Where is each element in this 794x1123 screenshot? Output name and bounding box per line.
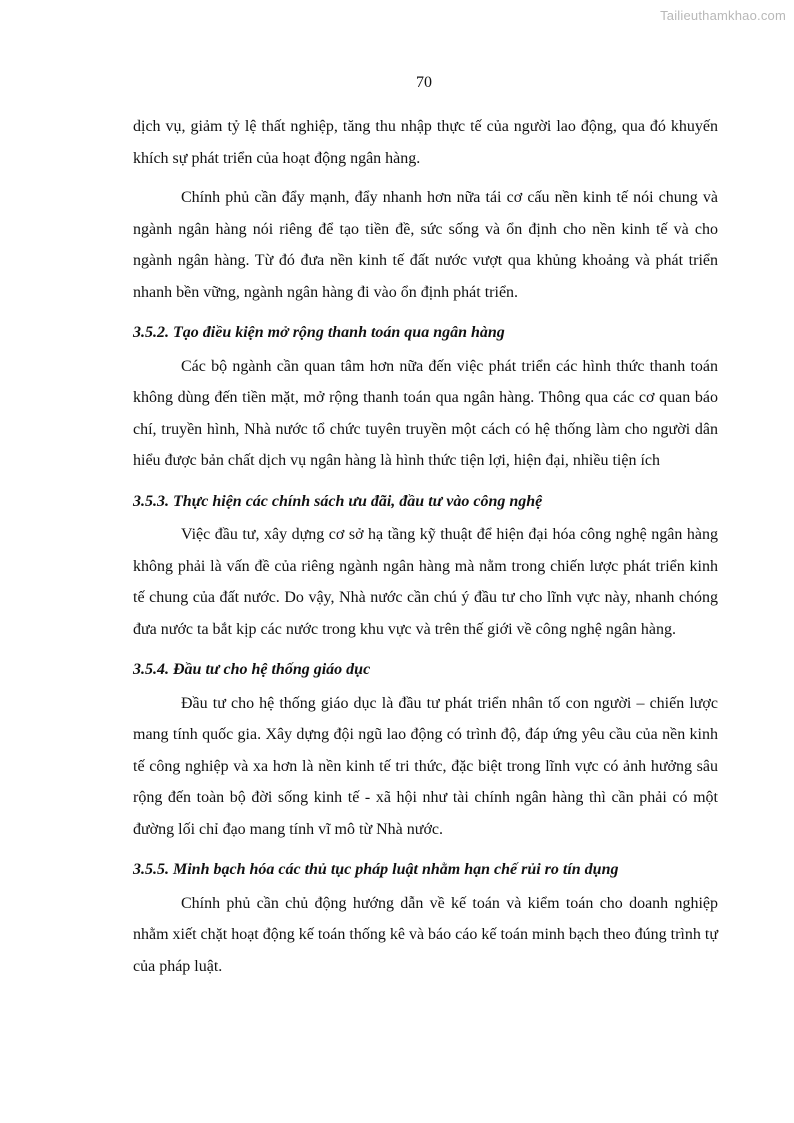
- section-heading-3-5-5: 3.5.5. Minh bạch hóa các thủ tục pháp luật nhằm hạn chế rủi ro tín dụng: [133, 861, 619, 878]
- document-body: [133, 111, 718, 982]
- section-heading-3-5-2: 3.5.2. Tạo điều kiện mở rộng thanh toán qua ngân hàng: [133, 324, 505, 341]
- paragraph-education-investment: Đầu tư cho hệ thống giáo dục là đầu tư phát triển nhân tố con người – chiến lược mang tính quốc gia. Xây dựng đội ngũ lao động có trình độ, đáp ứng yêu cầu của nền kinh tế công nghiệp và xa hơn là nền kinh tế tri thức, đặc biệt trong lĩnh vực có ảnh hưởng sâu rộng đến toàn bộ đời sống kinh tế - xã hội như tài chính ngân hàng thì cần phải có một đường lối chỉ đạo mang tính vĩ mô từ Nhà nước.: [133, 694, 718, 838]
- section-heading-3-5-3: 3.5.3. Thực hiện các chính sách ưu đãi, đầu tư vào công nghệ: [133, 492, 543, 510]
- section-heading-3-5-4: 3.5.4. Đầu tư cho hệ thống giáo dục: [133, 661, 371, 678]
- paragraph-technology-investment: Việc đầu tư, xây dựng cơ sở hạ tầng kỹ thuật để hiện đại hóa công nghệ ngân hàng không phải là vấn đề của riêng ngành ngân hàng mà nằm trong chiến lược phát triển kinh tế chung của đất nước. Do vậy, Nhà nước cần chú ý đầu tư cho lĩnh vực này, nhanh chóng đưa nước ta bắt kịp các nước trong khu vực và trên thế giới về công nghệ ngân hàng.: [133, 526, 718, 638]
- paragraph-government-restructuring: Chính phủ cần đẩy mạnh, đẩy nhanh hơn nữa tái cơ cấu nền kinh tế nói chung và ngành ngân hàng nói riêng để tạo tiền đề, sức sống và ổn định cho nền kinh tế và cho ngành ngân hàng. Từ đó đưa nền kinh tế đất nước vượt qua khủng khoảng và phát triển nhanh bền vững, ngành ngân hàng đi vào ổn định phát triển.: [133, 189, 718, 301]
- paragraph-payment-expansion: Các bộ ngành cần quan tâm hơn nữa đến việc phát triển các hình thức thanh toán không dùng đến tiền mặt, mở rộng thanh toán qua ngân hàng. Thông qua các cơ quan báo chí, truyền hình, Nhà nước tổ chức tuyên truyền một cách có hệ thống làm cho người dân hiểu được bản chất dịch vụ ngân hàng là hình thức tiện lợi, hiện đại, nhiều tiện ích: [133, 357, 718, 469]
- paragraph-legal-transparency: Chính phủ cần chủ động hướng dẫn về kế toán và kiểm toán cho doanh nghiệp nhằm xiết chặt hoạt động kế toán thống kê và báo cáo kế toán minh bạch theo đúng trình tự của pháp luật.: [133, 894, 718, 975]
- page-number: 70: [416, 74, 432, 91]
- watermark: Tailieuthamkhao.com: [660, 8, 786, 23]
- paragraph-continued: dịch vụ, giảm tỷ lệ thất nghiệp, tăng thu nhập thực tế của người lao động, qua đó khuyến khích sự phát triển của hoạt động ngân hàng.: [133, 118, 718, 167]
